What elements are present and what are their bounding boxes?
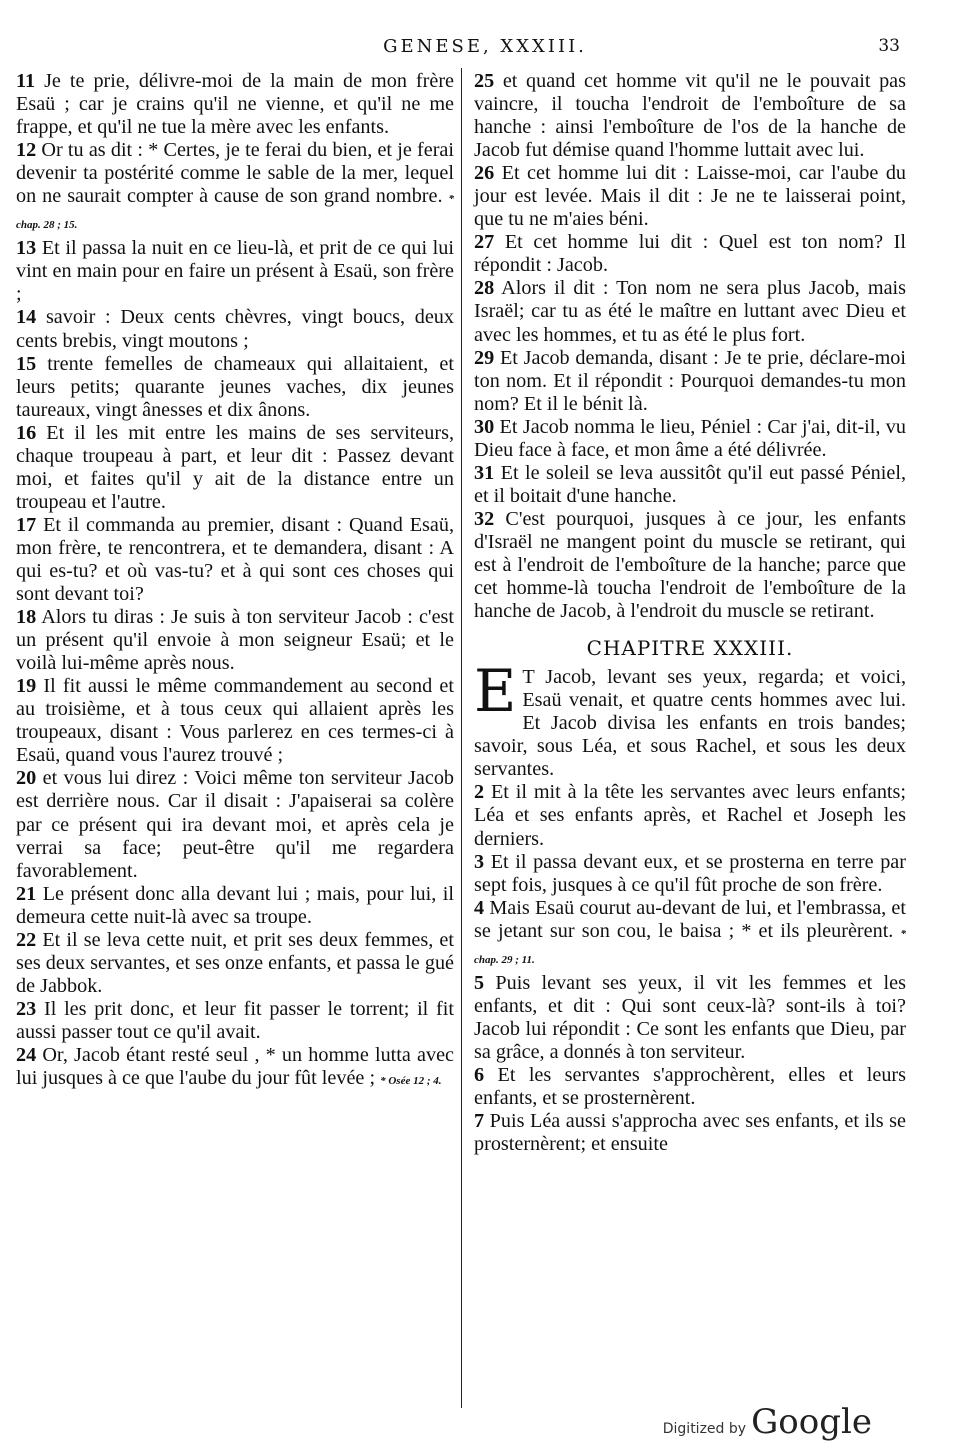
verse xyxy=(474,508,906,623)
verse-text: Puis Léa aussi s'approcha avec ses enfants, et ils se prosternèrent; et ensuite xyxy=(474,1110,906,1156)
column-divider xyxy=(461,68,462,1408)
verse xyxy=(16,514,454,606)
verse-text: Et le soleil se leva aussitôt qu'il eut passé Péniel, et il boitait d'une hanche. xyxy=(474,461,906,507)
verse xyxy=(16,422,454,514)
verse-number: 20 xyxy=(16,767,37,790)
verse-number: 23 xyxy=(16,997,37,1020)
verse-text: Et Jacob nomma le lieu, Péniel : Car j'ai, dit-il, vu Dieu face à face, et mon âme a été délivrée. xyxy=(474,415,906,461)
verse xyxy=(474,1064,906,1110)
verse-number: 4 xyxy=(474,896,485,919)
right-verses xyxy=(474,70,906,623)
digitized-label: Digitized by xyxy=(662,1421,747,1437)
verse-number: 30 xyxy=(474,415,495,438)
chapter-intro-text: T Jacob, levant ses yeux, regarda; et voici, Esaü venait, et quatre cents hommes avec lui. Et Jacob divisa les enfants en trois bandes; savoir, sous Léa, et sous Rachel, et sous les deux servantes. xyxy=(474,666,906,781)
verse-number: 27 xyxy=(474,231,495,254)
verse-text: Et Jacob demanda, disant : Je te prie, déclare-moi ton nom. Et il répondit : Pourquoi demandes-tu mon nom? Et il le bénit là. xyxy=(474,346,907,415)
verse xyxy=(474,972,906,1064)
verse-number: 7 xyxy=(474,1110,485,1133)
google-logo: Google xyxy=(751,1402,872,1442)
verse-text: Et il mit à la tête les servantes avec leurs enfants; Léa et ses enfants après, et Rachel et Joseph les derniers. xyxy=(474,781,907,850)
verse xyxy=(474,162,906,231)
verse-number: 11 xyxy=(16,70,36,92)
verse-text: Alors tu diras : Je suis à ton serviteur Jacob : c'est un présent qu'il envoie à mon seigneur Esaü; et le voilà lui-même après nous. xyxy=(16,606,454,675)
verse xyxy=(16,606,454,675)
verse-number: 32 xyxy=(474,507,495,530)
left-column xyxy=(16,70,454,1093)
cross-reference-note: * Osée 12 ; 4. xyxy=(380,1075,442,1088)
verse-text: Il les prit donc, et leur fit passer le torrent; il fit aussi passer tout ce qu'il avait. xyxy=(16,997,455,1043)
verse xyxy=(474,851,906,897)
chapter-heading: CHAPITRE XXXIII. xyxy=(586,636,794,661)
verse-text: et quand cet homme vit qu'il ne le pouvait pas vaincre, il toucha l'endroit de l'emboîture de sa hanche : ainsi l'emboîture de l'os de la hanche de Jacob fut démise quand l'homme luttait avec lui. xyxy=(474,70,906,162)
verse xyxy=(474,70,906,162)
verse-number: 26 xyxy=(474,162,495,185)
verse-text: trente femelles de chameaux qui allaitaient, et leurs petits; quarante jeunes vaches, dix jeunes taureaux, vingt ânesses et dix ânons. xyxy=(16,352,455,421)
verse-number: 19 xyxy=(16,675,37,698)
page-header xyxy=(0,36,970,66)
drop-cap: E xyxy=(474,657,517,726)
verse-text: Je te prie, délivre-moi de la main de mon frère Esaü ; car je crains qu'il ne vienne, et qu'il ne me frappe, et qu'il ne tue la mère avec les enfants. xyxy=(16,70,455,139)
verse xyxy=(16,883,454,929)
verse-text: Et il se leva cette nuit, et prit ses deux femmes, et ses deux servantes, et ses onze enfants, et passa le gué de Jabbok. xyxy=(16,928,455,997)
verse-text: Puis levant ses yeux, il vit les femmes et les enfants, et dit : Qui sont ceux-là? sont-ils à toi? Jacob lui répondit : Ce sont les enfants que Dieu, par sa grâce, a donnés à ton serviteur. xyxy=(474,971,906,1063)
verse xyxy=(16,1044,454,1093)
verse-number: 31 xyxy=(474,461,495,484)
chapter-intro xyxy=(474,657,906,781)
verse-text: Et il les mit entre les mains de ses serviteurs, chaque troupeau à part, et leur dit : Passez devant moi, et faites qu'il y ait de la distance entre un troupeau et l'autre. xyxy=(16,421,454,513)
verse-text: Et il passa devant eux, et se prosterna en terre par sept fois, jusques à ce qu'il fût proche de son frère. xyxy=(474,850,906,896)
verse-number: 13 xyxy=(16,237,37,260)
verse xyxy=(474,1110,906,1156)
verse-number: 22 xyxy=(16,928,37,951)
verse-number: 5 xyxy=(474,971,485,994)
verse-number: 14 xyxy=(16,306,37,329)
cross-reference-note: * chap. 29 ; 11. xyxy=(474,927,906,966)
verse-number: 3 xyxy=(474,850,485,873)
verse xyxy=(16,139,454,237)
verse-text: Alors il dit : Ton nom ne sera plus Jacob, mais Israël; car tu as été le maître en luttant avec Dieu et avec les hommes, et tu as été le plus fort. xyxy=(474,277,906,346)
verse-text: savoir : Deux cents chèvres, vingt boucs, deux cents brebis, vingt moutons ; xyxy=(16,306,454,352)
verse xyxy=(16,70,454,139)
verse-text: Or tu as dit : * Certes, je te ferai du bien, et je ferai devenir ta postérité comme le sable de la mer, lequel on ne saurait compter à cause de son grand nombre. xyxy=(16,139,455,208)
verse-number: 25 xyxy=(474,70,495,92)
verse-number: 29 xyxy=(474,346,495,369)
verse xyxy=(474,231,906,277)
cross-reference-note: * chap. 28 ; 15. xyxy=(16,193,455,232)
verse xyxy=(474,347,906,416)
verse xyxy=(474,462,906,508)
verse xyxy=(16,767,454,882)
verse-number: 28 xyxy=(474,277,495,300)
verse-number: 6 xyxy=(474,1063,485,1086)
verse xyxy=(474,277,906,346)
verse-number: 15 xyxy=(16,352,37,375)
verse xyxy=(474,897,906,972)
verse xyxy=(16,929,454,998)
verse xyxy=(16,998,454,1044)
verse-number: 16 xyxy=(16,421,37,444)
verse xyxy=(474,781,906,850)
verse-text: Mais Esaü courut au-devant de lui, et l'embrassa, et se jetant sur son cou, le baisa ; * et ils pleurèrent. xyxy=(474,896,907,942)
verse-text: Et les servantes s'approchèrent, elles et leurs enfants, et se prosternèrent. xyxy=(474,1063,906,1110)
verse-text: et vous lui direz : Voici même ton serviteur Jacob est derrière nous. Car il disait : J'apaiserai sa colère par ce présent qui ira devant moi, et après cela je verrai sa face; peut-être qu'il me regardera favorablement. xyxy=(16,767,455,882)
verse-number: 21 xyxy=(16,882,37,905)
right-column xyxy=(474,70,906,1156)
verse-number: 18 xyxy=(16,606,37,629)
verse-text: Or, Jacob étant resté seul , * un homme lutta avec lui jusques à ce que l'aube du jour fût levée ; xyxy=(16,1043,454,1090)
running-title: GENESE, XXXIII. xyxy=(383,36,587,57)
verse-number: 24 xyxy=(16,1043,37,1066)
verse-text: Et cet homme lui dit : Laisse-moi, car l'aube du jour est levée. Mais il dit : Je ne te laisserai point, que tu ne m'aies béni. xyxy=(474,162,907,231)
verse xyxy=(16,306,454,352)
chapter-verses xyxy=(474,781,906,1156)
verse-text: Et il passa la nuit en ce lieu-là, et prit de ce qui lui vint en main pour en faire un présent à Esaü, son frère ; xyxy=(16,237,454,306)
page-number: 33 xyxy=(878,36,900,56)
verse-number: 17 xyxy=(16,513,37,536)
verse-number: 12 xyxy=(16,139,37,162)
verse-text: Le présent donc alla devant lui ; mais, pour lui, il demeura cette nuit-là avec sa troupe. xyxy=(16,882,455,928)
verse-number: 2 xyxy=(474,781,485,804)
verse-text: C'est pourquoi, jusques à ce jour, les enfants d'Israël ne mangent point du muscle se retirant, qui est à l'endroit de l'emboîture de la hanche; parce que cet homme-là toucha l'endroit de l'emboîture de la hanche de Jacob, à l'endroit du muscle se retirant. xyxy=(474,507,907,623)
verse xyxy=(16,675,454,767)
digitized-footer xyxy=(663,1402,872,1442)
verse-text: Et cet homme lui dit : Quel est ton nom? Il répondit : Jacob. xyxy=(474,231,907,277)
verse xyxy=(16,353,454,422)
verse xyxy=(16,237,454,306)
verse xyxy=(474,416,906,462)
verse-text: Il fit aussi le même commandement au second et au troisième, et à tous ceux qui allaient après les troupeaux, disant : Vous parlerez en ces termes-ci à Esaü, quand vous l'aurez trouvé ; xyxy=(16,675,455,767)
verse-text: Et il commanda au premier, disant : Quand Esaü, mon frère, te rencontrera, et te demandera, disant : A qui es-tu? et où vas-tu? et à qui sont ces choses qui sont devant toi? xyxy=(16,513,454,606)
